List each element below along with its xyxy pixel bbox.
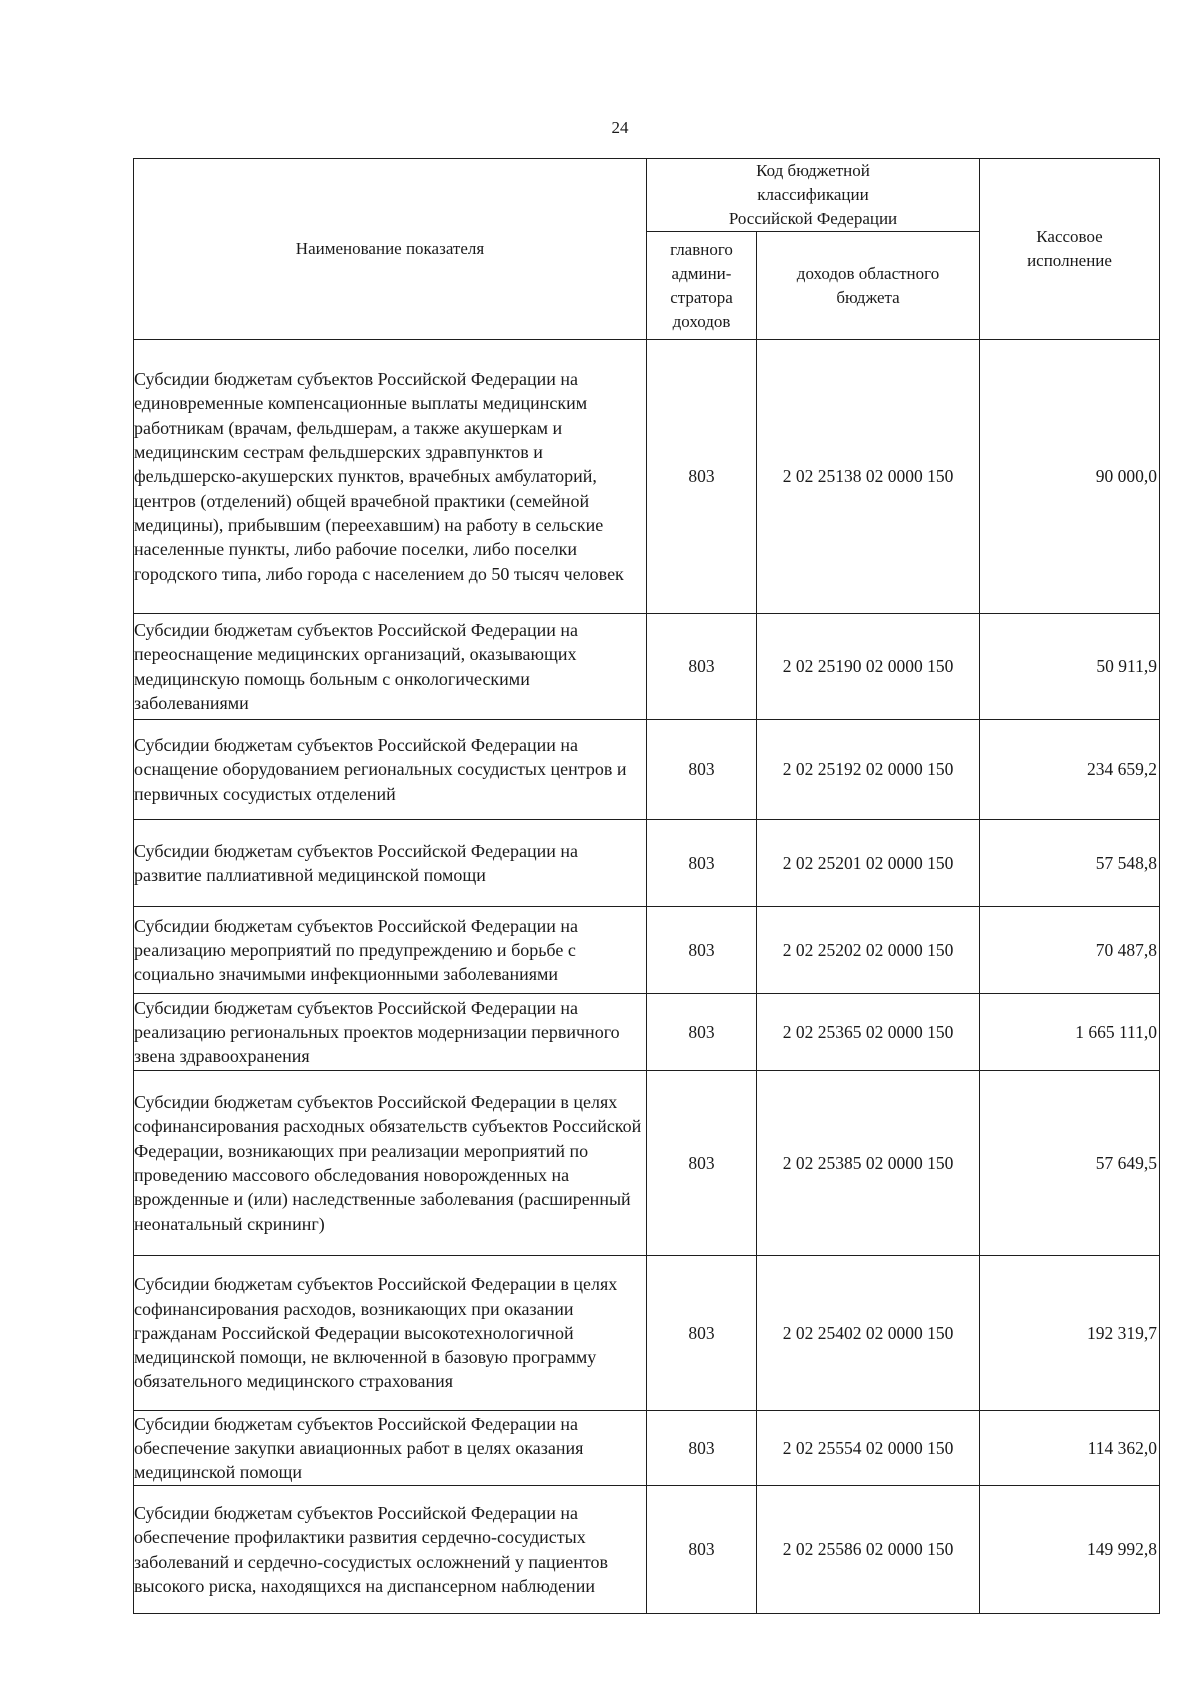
row-amount: 234 659,2 <box>980 720 1160 820</box>
row-admin: 803 <box>647 1486 757 1614</box>
row-admin: 803 <box>647 614 757 720</box>
header-income: доходов областного бюджета <box>757 232 980 340</box>
header-execution: Кассовое исполнение <box>980 159 1160 340</box>
header-code-group: Код бюджетной классификации Российской Федерации <box>647 159 980 232</box>
row-name: Субсидии бюджетам субъектов Российской Федерации на переоснащение медицинских организаций, оказывающих медицинскую помощь больным с онкологическими заболеваниями <box>134 614 647 720</box>
row-code: 2 02 25402 02 0000 150 <box>757 1256 980 1411</box>
row-name: Субсидии бюджетам субъектов Российской Федерации на обеспечение закупки авиационных работ в целях оказания медицинской помощи <box>134 1411 647 1486</box>
row-name: Субсидии бюджетам субъектов Российской Федерации на развитие паллиативной медицинской помощи <box>134 820 647 907</box>
table-row <box>134 907 1160 994</box>
row-amount: 90 000,0 <box>980 340 1160 614</box>
table-row <box>134 1486 1160 1614</box>
row-code: 2 02 25586 02 0000 150 <box>757 1486 980 1614</box>
page-number: 24 <box>611 118 629 137</box>
budget-table <box>133 158 1160 1614</box>
row-code: 2 02 25192 02 0000 150 <box>757 720 980 820</box>
row-code: 2 02 25365 02 0000 150 <box>757 994 980 1071</box>
row-admin: 803 <box>647 994 757 1071</box>
row-admin: 803 <box>647 1256 757 1411</box>
row-admin: 803 <box>647 340 757 614</box>
table-header <box>134 159 1160 340</box>
table-row <box>134 720 1160 820</box>
row-name: Субсидии бюджетам субъектов Российской Федерации на обеспечение профилактики развития сердечно-сосудистых заболеваний и сердечно-сосудистых осложнений у пациентов высокого риска, находящихся на диспансерном наблюдении <box>134 1486 647 1614</box>
table-row <box>134 994 1160 1071</box>
row-amount: 70 487,8 <box>980 907 1160 994</box>
table-row <box>134 820 1160 907</box>
row-amount: 192 319,7 <box>980 1256 1160 1411</box>
row-code: 2 02 25190 02 0000 150 <box>757 614 980 720</box>
row-name: Субсидии бюджетам субъектов Российской Федерации на оснащение оборудованием региональных сосудистых центров и первичных сосудистых отделений <box>134 720 647 820</box>
row-amount: 149 992,8 <box>980 1486 1160 1614</box>
row-admin: 803 <box>647 907 757 994</box>
row-admin: 803 <box>647 720 757 820</box>
header-name: Наименование показателя <box>134 159 647 340</box>
table-row <box>134 340 1160 614</box>
row-amount: 57 649,5 <box>980 1071 1160 1256</box>
row-name: Субсидии бюджетам субъектов Российской Федерации в целях софинансирования расходов, возникающих при оказании гражданам Российской Федерации высокотехнологичной медицинской помощи, не включенной в базовую программу обязательного медицинского страхования <box>134 1256 647 1411</box>
table-row <box>134 1256 1160 1411</box>
row-admin: 803 <box>647 1411 757 1486</box>
row-amount: 50 911,9 <box>980 614 1160 720</box>
row-code: 2 02 25385 02 0000 150 <box>757 1071 980 1256</box>
row-admin: 803 <box>647 820 757 907</box>
table-row <box>134 1071 1160 1256</box>
header-admin: главного админи- стратора доходов <box>647 232 757 340</box>
table-body <box>134 340 1160 1614</box>
row-amount: 1 665 111,0 <box>980 994 1160 1071</box>
table-row <box>134 614 1160 720</box>
table-row <box>134 1411 1160 1486</box>
row-name: Субсидии бюджетам субъектов Российской Федерации на единовременные компенсационные выплаты медицинским работникам (врачам, фельдшерам, а также акушеркам и медицинским сестрам фельдшерских здравпунктов и фельдшерско-акушерских пунктов, врачебных амбулаторий, центров (отделений) общей врачебной практики (семейной медицины), прибывшим (переехавшим) на работу в сельские населенные пункты, либо рабочие поселки, либо поселки городского типа, либо города с населением до 50 тысяч человек <box>134 340 647 614</box>
row-amount: 57 548,8 <box>980 820 1160 907</box>
row-code: 2 02 25554 02 0000 150 <box>757 1411 980 1486</box>
row-name: Субсидии бюджетам субъектов Российской Федерации в целях софинансирования расходных обязательств субъектов Российской Федерации, возникающих при реализации мероприятий по проведению массового обследования новорожденных на врожденные и (или) наследственные заболевания (расширенный неонатальный скрининг) <box>134 1071 647 1256</box>
row-code: 2 02 25138 02 0000 150 <box>757 340 980 614</box>
row-name: Субсидии бюджетам субъектов Российской Федерации на реализацию региональных проектов модернизации первичного звена здравоохранения <box>134 994 647 1071</box>
row-amount: 114 362,0 <box>980 1411 1160 1486</box>
row-code: 2 02 25201 02 0000 150 <box>757 820 980 907</box>
row-name: Субсидии бюджетам субъектов Российской Федерации на реализацию мероприятий по предупреждению и борьбе с социально значимыми инфекционными заболеваниями <box>134 907 647 994</box>
row-admin: 803 <box>647 1071 757 1256</box>
row-code: 2 02 25202 02 0000 150 <box>757 907 980 994</box>
